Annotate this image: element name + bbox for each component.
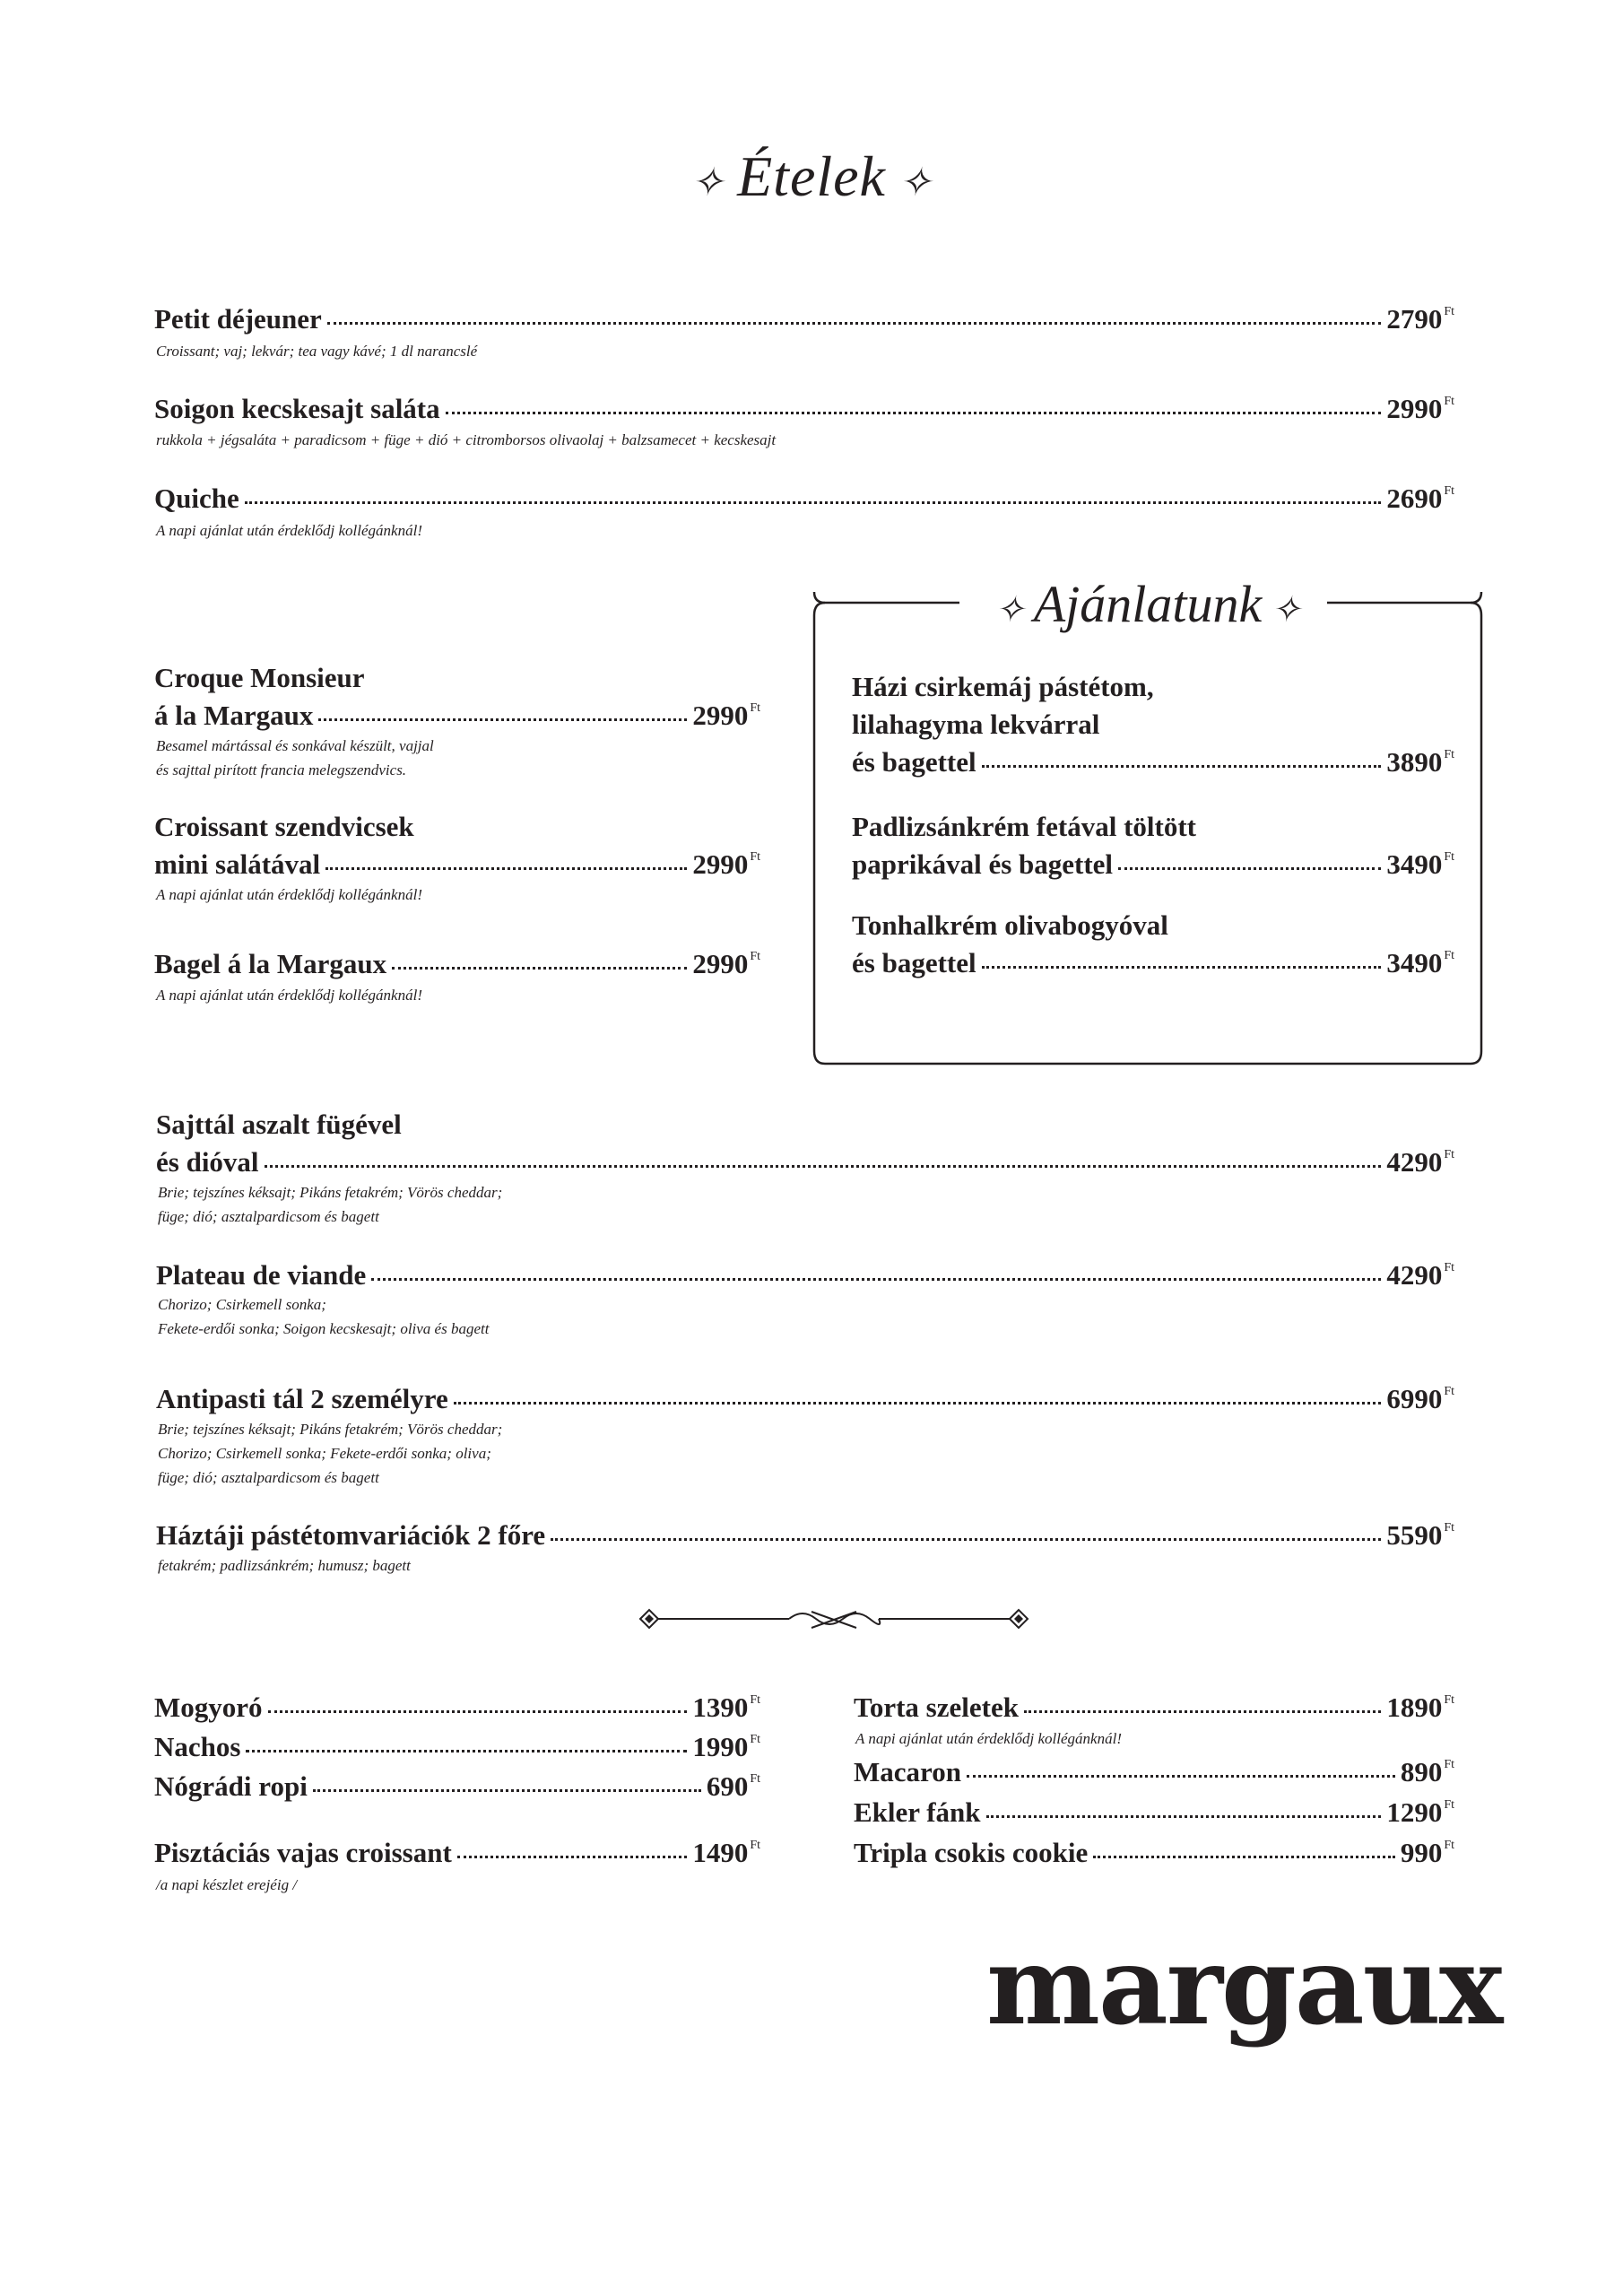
dot-leader — [392, 967, 687, 970]
item-price: 2990 — [1386, 393, 1443, 424]
item-price: 890 — [1400, 1756, 1443, 1787]
currency: Ft — [750, 1733, 760, 1746]
currency: Ft — [750, 950, 760, 963]
menu-item — [156, 1146, 1454, 1178]
dot-leader — [967, 1775, 1395, 1778]
currency: Ft — [1444, 1758, 1454, 1771]
item-price: 690 — [706, 1770, 749, 1802]
item-description: Croissant; vaj; lekvár; tea vagy kávé; 1 dl narancslé — [156, 343, 478, 360]
dot-leader — [327, 322, 1382, 325]
item-description: A napi ajánlat után érdeklődj kollégánknál! — [156, 886, 422, 903]
item-description: rukkola + jégsaláta + paradicsom + füge + dió + citromborsos olivaolaj + balzsamecet + kecskesajt — [156, 431, 777, 448]
item-price: 5590 — [1386, 1519, 1443, 1551]
currency: Ft — [1444, 1521, 1454, 1535]
menu-item — [156, 1519, 1454, 1552]
item-description: Chorizo; Csirkemell sonka; Fekete-erdői sonka; oliva; — [158, 1445, 491, 1462]
dot-leader — [313, 1789, 701, 1792]
item-name: Pisztáciás vajas croissant — [154, 1837, 452, 1868]
currency: Ft — [1444, 748, 1454, 761]
item-name-line: lilahagyma lekvárral — [852, 709, 1100, 740]
item-name-line: Croissant szendvicsek — [154, 811, 414, 842]
item-description: füge; dió; asztalpardicsom és bagett — [158, 1469, 379, 1486]
item-description: Brie; tejszínes kéksajt; Pikáns fetakrém; Vörös cheddar; — [158, 1421, 503, 1438]
item-name: Tripla csokis cookie — [854, 1837, 1089, 1868]
menu-item — [154, 303, 1454, 335]
menu-item — [854, 1756, 1454, 1788]
item-description: A napi ajánlat után érdeklődj kollégánknál! — [156, 522, 422, 539]
currency: Ft — [1444, 1798, 1454, 1812]
menu-item — [852, 947, 1454, 979]
currency: Ft — [1444, 1261, 1454, 1274]
item-name-line: Padlizsánkrém fetával töltött — [852, 811, 1196, 842]
currency: Ft — [1444, 850, 1454, 864]
item-name: Plateau de viande — [156, 1259, 367, 1291]
brand-logo: margaux — [986, 1923, 1502, 2049]
item-name: Háztáji pástétomvariációk 2 főre — [156, 1519, 546, 1551]
item-price: 2790 — [1386, 303, 1443, 335]
dot-leader — [457, 1856, 688, 1858]
item-price: 2690 — [1386, 483, 1443, 514]
dot-leader — [982, 966, 1382, 969]
currency: Ft — [1444, 1148, 1454, 1161]
page-title — [0, 144, 1623, 210]
offer-title — [968, 574, 1327, 634]
dot-leader — [318, 718, 687, 721]
item-name-line: Sajttál aszalt fügével — [156, 1109, 402, 1140]
item-price: 1390 — [692, 1692, 749, 1723]
item-name: paprikával és bagettel — [852, 848, 1114, 880]
currency: Ft — [1444, 305, 1454, 318]
item-price: 2990 — [692, 700, 749, 731]
item-name: Antipasti tál 2 személyre — [156, 1383, 448, 1414]
menu-item — [154, 483, 1454, 515]
item-name-line: Tonhalkrém olivabogyóval — [852, 909, 1168, 941]
item-price: 2990 — [692, 948, 749, 979]
item-price: 2990 — [692, 848, 749, 880]
item-description: Fekete-erdői sonka; Soigon kecskesajt; oliva és bagett — [158, 1320, 490, 1337]
dot-leader — [265, 1165, 1382, 1168]
dot-leader — [446, 412, 1382, 414]
item-description: Besamel mártással és sonkával készült, vajjal — [156, 737, 434, 754]
menu-item — [854, 1837, 1454, 1869]
menu-item — [154, 1731, 760, 1763]
dot-leader — [454, 1402, 1382, 1405]
item-description: Chorizo; Csirkemell sonka; — [158, 1296, 326, 1313]
item-name: Ekler fánk — [854, 1796, 981, 1828]
title-text: Ételek — [737, 144, 886, 208]
currency: Ft — [750, 1772, 760, 1786]
item-price: 1490 — [692, 1837, 749, 1868]
item-price: 6990 — [1386, 1383, 1443, 1414]
divider-ornament-icon — [637, 1601, 1031, 1637]
dot-leader — [1118, 867, 1381, 870]
menu-item — [156, 1383, 1454, 1415]
currency: Ft — [1444, 1385, 1454, 1398]
menu-item — [154, 948, 760, 980]
menu-item — [154, 1770, 760, 1803]
dot-leader — [1024, 1710, 1381, 1713]
item-description: és sajttal pirított francia melegszendvics. — [156, 761, 407, 778]
currency: Ft — [1444, 484, 1454, 498]
item-price: 3890 — [1386, 746, 1443, 778]
currency: Ft — [1444, 1693, 1454, 1707]
menu-item — [854, 1796, 1454, 1829]
ornament-right-icon: ✧ — [1271, 589, 1301, 631]
menu-item — [154, 1692, 760, 1724]
item-name: és bagettel — [852, 746, 976, 778]
currency: Ft — [1444, 395, 1454, 408]
ornament-right-icon: ✧ — [898, 160, 933, 204]
menu-item — [154, 1837, 760, 1869]
currency: Ft — [750, 701, 760, 715]
item-name: mini salátával — [154, 848, 321, 880]
item-price: 1990 — [692, 1731, 749, 1762]
dot-leader — [1093, 1856, 1395, 1858]
item-name: Macaron — [854, 1756, 961, 1787]
item-description: A napi ajánlat után érdeklődj kollégánknál! — [156, 987, 422, 1004]
offer-title-text: Ajánlatunk — [1033, 575, 1263, 633]
item-price: 3490 — [1386, 947, 1443, 978]
dot-leader — [245, 501, 1382, 504]
item-price: 3490 — [1386, 848, 1443, 880]
item-name: á la Margaux — [154, 700, 314, 731]
currency: Ft — [750, 850, 760, 864]
currency: Ft — [750, 1693, 760, 1707]
item-name: Soigon kecskesajt saláta — [154, 393, 440, 424]
item-description: A napi ajánlat után érdeklődj kollégánknál! — [855, 1730, 1122, 1747]
item-description: Brie; tejszínes kéksajt; Pikáns fetakrém; Vörös cheddar; — [158, 1184, 503, 1201]
item-price: 990 — [1400, 1837, 1443, 1868]
item-name: Nógrádi ropi — [154, 1770, 308, 1802]
currency: Ft — [1444, 1839, 1454, 1852]
item-name: Petit déjeuner — [154, 303, 322, 335]
item-price: 4290 — [1386, 1259, 1443, 1291]
item-description: füge; dió; asztalpardicsom és bagett — [158, 1208, 379, 1225]
item-name: Bagel á la Margaux — [154, 948, 387, 979]
item-name: és dióval — [156, 1146, 259, 1178]
item-name: Nachos — [154, 1731, 241, 1762]
item-price: 1890 — [1386, 1692, 1443, 1723]
menu-item — [156, 1259, 1454, 1292]
dot-leader — [982, 765, 1382, 768]
dot-leader — [246, 1750, 687, 1752]
dot-leader — [986, 1815, 1382, 1818]
menu-item — [154, 393, 1454, 425]
dot-leader — [325, 867, 687, 870]
currency: Ft — [1444, 949, 1454, 962]
item-description: fetakrém; padlizsánkrém; humusz; bagett — [158, 1557, 411, 1574]
dot-leader — [551, 1538, 1381, 1541]
item-name: Mogyoró — [154, 1692, 263, 1723]
item-price: 1290 — [1386, 1796, 1443, 1828]
item-description: /a napi készlet erejéig / — [156, 1876, 298, 1893]
ornament-left-icon: ✧ — [994, 589, 1025, 631]
item-name: Torta szeletek — [854, 1692, 1019, 1723]
dot-leader — [268, 1710, 688, 1713]
item-name: és bagettel — [852, 947, 976, 978]
currency: Ft — [750, 1839, 760, 1852]
menu-item — [852, 746, 1454, 778]
item-name: Quiche — [154, 483, 239, 514]
menu-item — [154, 700, 760, 732]
menu-item — [154, 848, 760, 881]
menu-item — [854, 1692, 1454, 1724]
menu-item — [852, 848, 1454, 881]
item-name-line: Croque Monsieur — [154, 662, 365, 693]
item-price: 4290 — [1386, 1146, 1443, 1178]
ornament-left-icon: ✧ — [690, 160, 725, 204]
item-name-line: Házi csirkemáj pástétom, — [852, 671, 1154, 702]
dot-leader — [371, 1278, 1381, 1281]
